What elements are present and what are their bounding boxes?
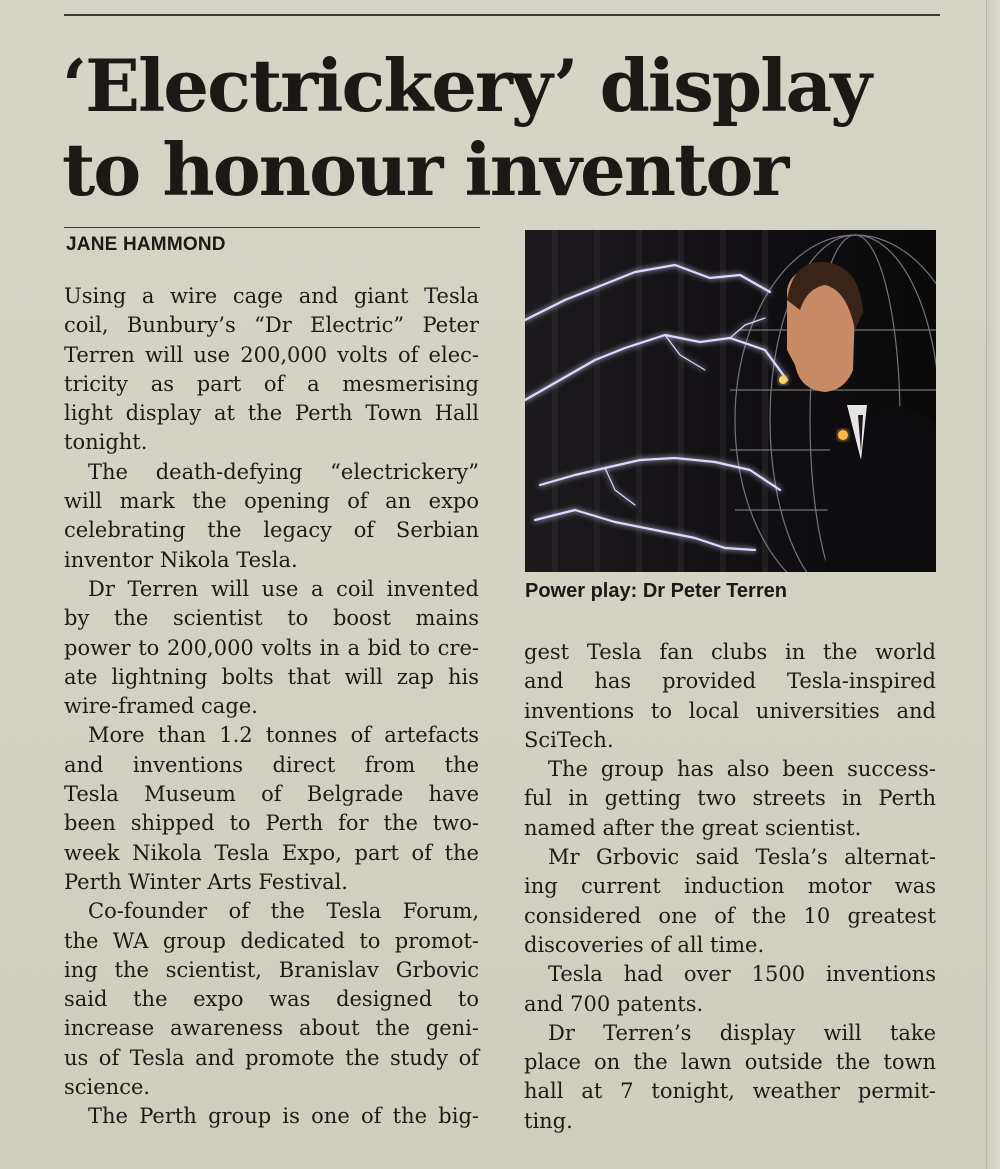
article-text-line: hall at 7 tonight, weather permit- [524, 1079, 936, 1104]
article-text-line: will mark the opening of an expo [64, 489, 479, 514]
article-text-line: inventor Nikola Tesla. [64, 547, 298, 572]
article-text-line: ful in getting two streets in Perth [524, 786, 936, 811]
article-text-line: and 700 patents. [524, 991, 704, 1016]
article-text-line: science. [64, 1075, 151, 1100]
article-text-line: and has provided Tesla-inspired [524, 669, 936, 694]
article-text-line: Tesla had over 1500 inventions [548, 962, 936, 987]
headline [62, 44, 962, 212]
article-text-line: considered one of the 10 greatest [524, 903, 936, 928]
headline-line: ‘Electrickery’ display [62, 43, 870, 128]
article-text-line: tonight. [64, 430, 148, 455]
article-text-line: ing the scientist, Branislav Grbovic [64, 957, 479, 982]
article-text-line: coil, Bunbury’s “Dr Electric” Peter [64, 313, 479, 338]
article-text-line: The death-defying “electrickery” [88, 459, 479, 484]
article-text-line: increase awareness about the geni- [64, 1016, 479, 1041]
article-text-line: named after the great scientist. [524, 815, 862, 840]
article-text-line: power to 200,000 volts in a bid to cre- [64, 635, 479, 660]
article-text-line: Tesla Museum of Belgrade have [64, 782, 479, 807]
article-text-line: ate lightning bolts that will zap his [64, 664, 479, 689]
article-text-line: week Nikola Tesla Expo, part of the [64, 840, 479, 865]
article-text-line: light display at the Perth Town Hall [64, 401, 479, 426]
article-text-line: discoveries of all time. [524, 932, 765, 957]
article-text-line: Perth Winter Arts Festival. [64, 869, 348, 894]
article-text-line: Using a wire cage and giant Tesla [64, 284, 479, 308]
article-text-line: Dr Terren will use a coil invented [88, 576, 479, 601]
article-text-line: The group has also been success- [548, 757, 936, 782]
byline-rule [64, 227, 480, 228]
article-column-2 [524, 638, 936, 1136]
article-text-line: been shipped to Perth for the two- [64, 811, 479, 836]
article-text-line: inventions to local universities and [524, 698, 936, 723]
article-text-line: Dr Terren’s display will take [548, 1020, 936, 1045]
article-text-line: ing current induction motor was [524, 874, 936, 899]
article-text-line: tricity as part of a mesmerising [64, 371, 479, 396]
photo-caption: Power play: Dr Peter Terren [525, 580, 787, 602]
article-text-line: celebrating the legacy of Serbian [64, 518, 479, 543]
article-text-line: The Perth group is one of the big- [88, 1104, 479, 1129]
article-text-line: by the scientist to boost mains [64, 606, 479, 631]
article-text-line: the WA group dedicated to promot- [64, 928, 479, 953]
article-text-line: wire-framed cage. [64, 694, 258, 719]
article-text-line: said the expo was designed to [64, 987, 479, 1012]
top-rule [64, 14, 940, 16]
page-edge [986, 0, 1000, 1169]
article-column-1 [64, 282, 479, 1132]
article-text-line: us of Tesla and promote the study of [64, 1045, 479, 1070]
photo-dr-peter-terren [525, 230, 936, 572]
headline-line: to honour inventor [62, 127, 788, 212]
article-text-line: ting. [524, 1108, 573, 1133]
article-text-line: gest Tesla fan clubs in the world [524, 640, 936, 664]
lightning-photo-illustration [525, 230, 936, 572]
article-text-line: SciTech. [524, 727, 614, 752]
article-text-line: Co-founder of the Tesla Forum, [88, 899, 479, 924]
byline: JANE HAMMOND [66, 234, 226, 255]
article-text-line: More than 1.2 tonnes of artefacts [88, 723, 479, 748]
article-text-line: Mr Grbovic said Tesla’s alternat- [548, 845, 936, 870]
article-text-line: Terren will use 200,000 volts of elec- [64, 342, 479, 367]
article-text-line: place on the lawn outside the town [524, 1050, 936, 1075]
article-text-line: and inventions direct from the [64, 752, 479, 777]
